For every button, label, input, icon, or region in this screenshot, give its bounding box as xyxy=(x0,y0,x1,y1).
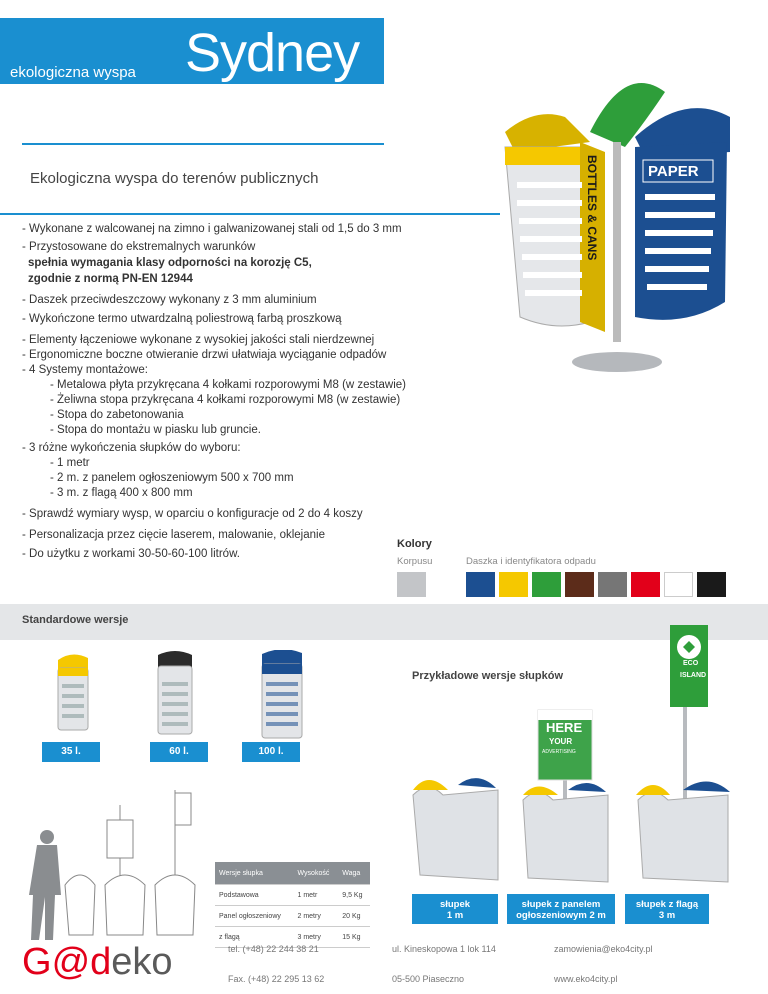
brand-logo-at: @ xyxy=(51,941,91,983)
standard-bins-image xyxy=(50,650,310,740)
sketch-image xyxy=(25,785,210,945)
table-cell: 1 metr xyxy=(294,885,339,906)
table-cell: 20 Kg xyxy=(338,906,370,927)
lid-swatch-yellow xyxy=(499,572,528,597)
feature-mount-concrete: - Stopa do zabetonowania xyxy=(50,409,184,421)
feature-mount-cast: - Żeliwna stopa przykręcana 4 kołkami rozporowymi M8 (w zestawie) xyxy=(50,394,401,406)
feature-personalization: - Personalizacja przez cięcie laserem, malowanie, oklejanie xyxy=(22,529,325,541)
flag-text-2: ISLAND xyxy=(680,672,707,679)
panel-text-2: YOUR xyxy=(549,737,573,746)
feature-mount-plate: - Metalowa płyta przykręcana 4 kołkami rozporowymi M8 (w zestawie) xyxy=(50,379,406,391)
lid-swatch-brown xyxy=(565,572,594,597)
feature-post-1m: - 1 metr xyxy=(50,457,90,469)
divider-top xyxy=(22,143,384,145)
feature-post-2m: - 2 m. z panelem ogłoszeniowym 500 x 700 mm xyxy=(50,472,294,484)
version-tag-35: 35 l. xyxy=(42,742,100,762)
brand-logo-eko: eko xyxy=(111,941,173,983)
post-tag-3m xyxy=(625,894,709,924)
table-cell: 2 metry xyxy=(294,906,339,927)
post-tag-2m-line1: słupek z panelem xyxy=(521,899,601,910)
feature-bags: - Do użytku z workami 30-50-60-100 litrów. xyxy=(22,548,240,560)
divider-bottom xyxy=(0,213,500,215)
lid-swatch-white xyxy=(664,572,693,597)
feature-mounting: - 4 Systemy montażowe: xyxy=(22,364,148,376)
table-cell: Panel ogłoszeniowy xyxy=(215,906,294,927)
footer-city: 05-500 Piaseczno xyxy=(392,974,465,984)
lid-swatch-green xyxy=(532,572,561,597)
posts-title: Przykładowe wersje słupków xyxy=(412,670,564,682)
table-row xyxy=(215,906,370,927)
footer-tel: tel. (+48) 22 244 38 21 xyxy=(228,944,319,954)
post-tag-2m-line2: ogłoszeniowym 2 m xyxy=(516,910,606,921)
body-color-swatch xyxy=(397,572,426,597)
feature-corrosion: spełnia wymagania klasy odporności na korozję C5, xyxy=(28,257,312,269)
table-header: Wysokość xyxy=(294,862,339,885)
table-header-row xyxy=(215,862,370,885)
header-title: Sydney xyxy=(185,23,360,83)
lid-swatch-red xyxy=(631,572,660,597)
post-tag-3m-line1: słupek z flagą xyxy=(635,899,699,910)
feature-doors: - Ergonomiczne boczne otwieranie drzwi ułatwiaja wyciąganie odpadów xyxy=(22,349,387,361)
feature-norm: zgodnie z normą PN-EN 12944 xyxy=(28,273,193,285)
table-cell: z flagą xyxy=(215,927,294,948)
lid-swatch-black xyxy=(697,572,726,597)
feature-post-3m: - 3 m. z flagą 400 x 800 mm xyxy=(50,487,193,499)
version-tag-100: 100 l. xyxy=(242,742,300,762)
panel-text-3: ADVERTISING xyxy=(542,749,576,755)
table-cell: 9,5 Kg xyxy=(338,885,370,906)
table-header: Wersje słupka xyxy=(215,862,294,885)
brand-logo xyxy=(22,942,173,982)
lid-color-label: Daszka i identyfikatora odpadu xyxy=(466,556,596,567)
feature-paint: - Wykończone termo utwardzalną poliestrową farbą proszkową xyxy=(22,313,342,325)
post-tag-3m-line2: 3 m xyxy=(658,910,676,921)
post-tag-1m xyxy=(412,894,498,924)
version-tag-60: 60 l. xyxy=(150,742,208,762)
table-cell: 15 Kg xyxy=(338,927,370,948)
feature-mount-sand: - Stopa do montażu w piasku lub gruncie. xyxy=(50,424,261,436)
paper-label: PAPER xyxy=(648,163,699,180)
product-hero-image xyxy=(495,72,745,392)
post-tag-1m-line2: 1 m xyxy=(446,910,464,921)
section-title: Ekologiczna wyspa do terenów publicznych xyxy=(30,170,319,187)
table-row xyxy=(215,885,370,906)
lid-swatch-grey xyxy=(598,572,627,597)
panel-text-1: HERE xyxy=(546,720,583,735)
table-cell: 3 metry xyxy=(294,927,339,948)
brand-logo-d: d xyxy=(90,941,112,983)
footer-fax: Fax. (+48) 22 295 13 62 xyxy=(228,974,325,984)
brand-logo-g: G xyxy=(22,941,52,983)
feature-fasteners: - Elementy łączeniowe wykonane z wysokiej jakości stali nierdzewnej xyxy=(22,334,375,346)
feature-conditions: - Przystosowane do ekstremalnych warunków xyxy=(22,241,256,253)
feature-roof: - Daszek przeciwdeszczowy wykonany z 3 mm aluminium xyxy=(22,294,317,306)
footer-email[interactable]: zamowienia@eko4city.pl xyxy=(554,944,653,954)
feature-posts: - 3 różne wykończenia słupków do wyboru: xyxy=(22,442,241,454)
table-cell: Podstawowa xyxy=(215,885,294,906)
post-tag-2m xyxy=(507,894,615,924)
bottles-label: BOTTLES & CANS xyxy=(585,155,599,261)
colors-title: Kolory xyxy=(397,538,432,550)
standard-title: Standardowe wersje xyxy=(22,614,129,626)
footer-www[interactable]: www.eko4city.pl xyxy=(554,974,618,984)
feature-dimensions: - Sprawdź wymiary wysp, w oparciu o konfiguracje od 2 do 4 koszy xyxy=(22,508,363,520)
body-color-label: Korpusu xyxy=(397,556,433,567)
flag-text-1: ECO xyxy=(683,660,699,667)
post-tag-1m-line1: słupek xyxy=(439,899,471,910)
post-spec-table xyxy=(215,862,370,948)
footer-street: ul. Kineskopowa 1 lok 114 xyxy=(392,944,496,954)
feature-steel: - Wykonane z walcowanej na zimno i galwanizowanej stali od 1,5 do 3 mm xyxy=(22,223,402,235)
table-header: Waga xyxy=(338,862,370,885)
lid-swatch-blue xyxy=(466,572,495,597)
header-subtitle: ekologiczna wyspa xyxy=(10,64,136,81)
